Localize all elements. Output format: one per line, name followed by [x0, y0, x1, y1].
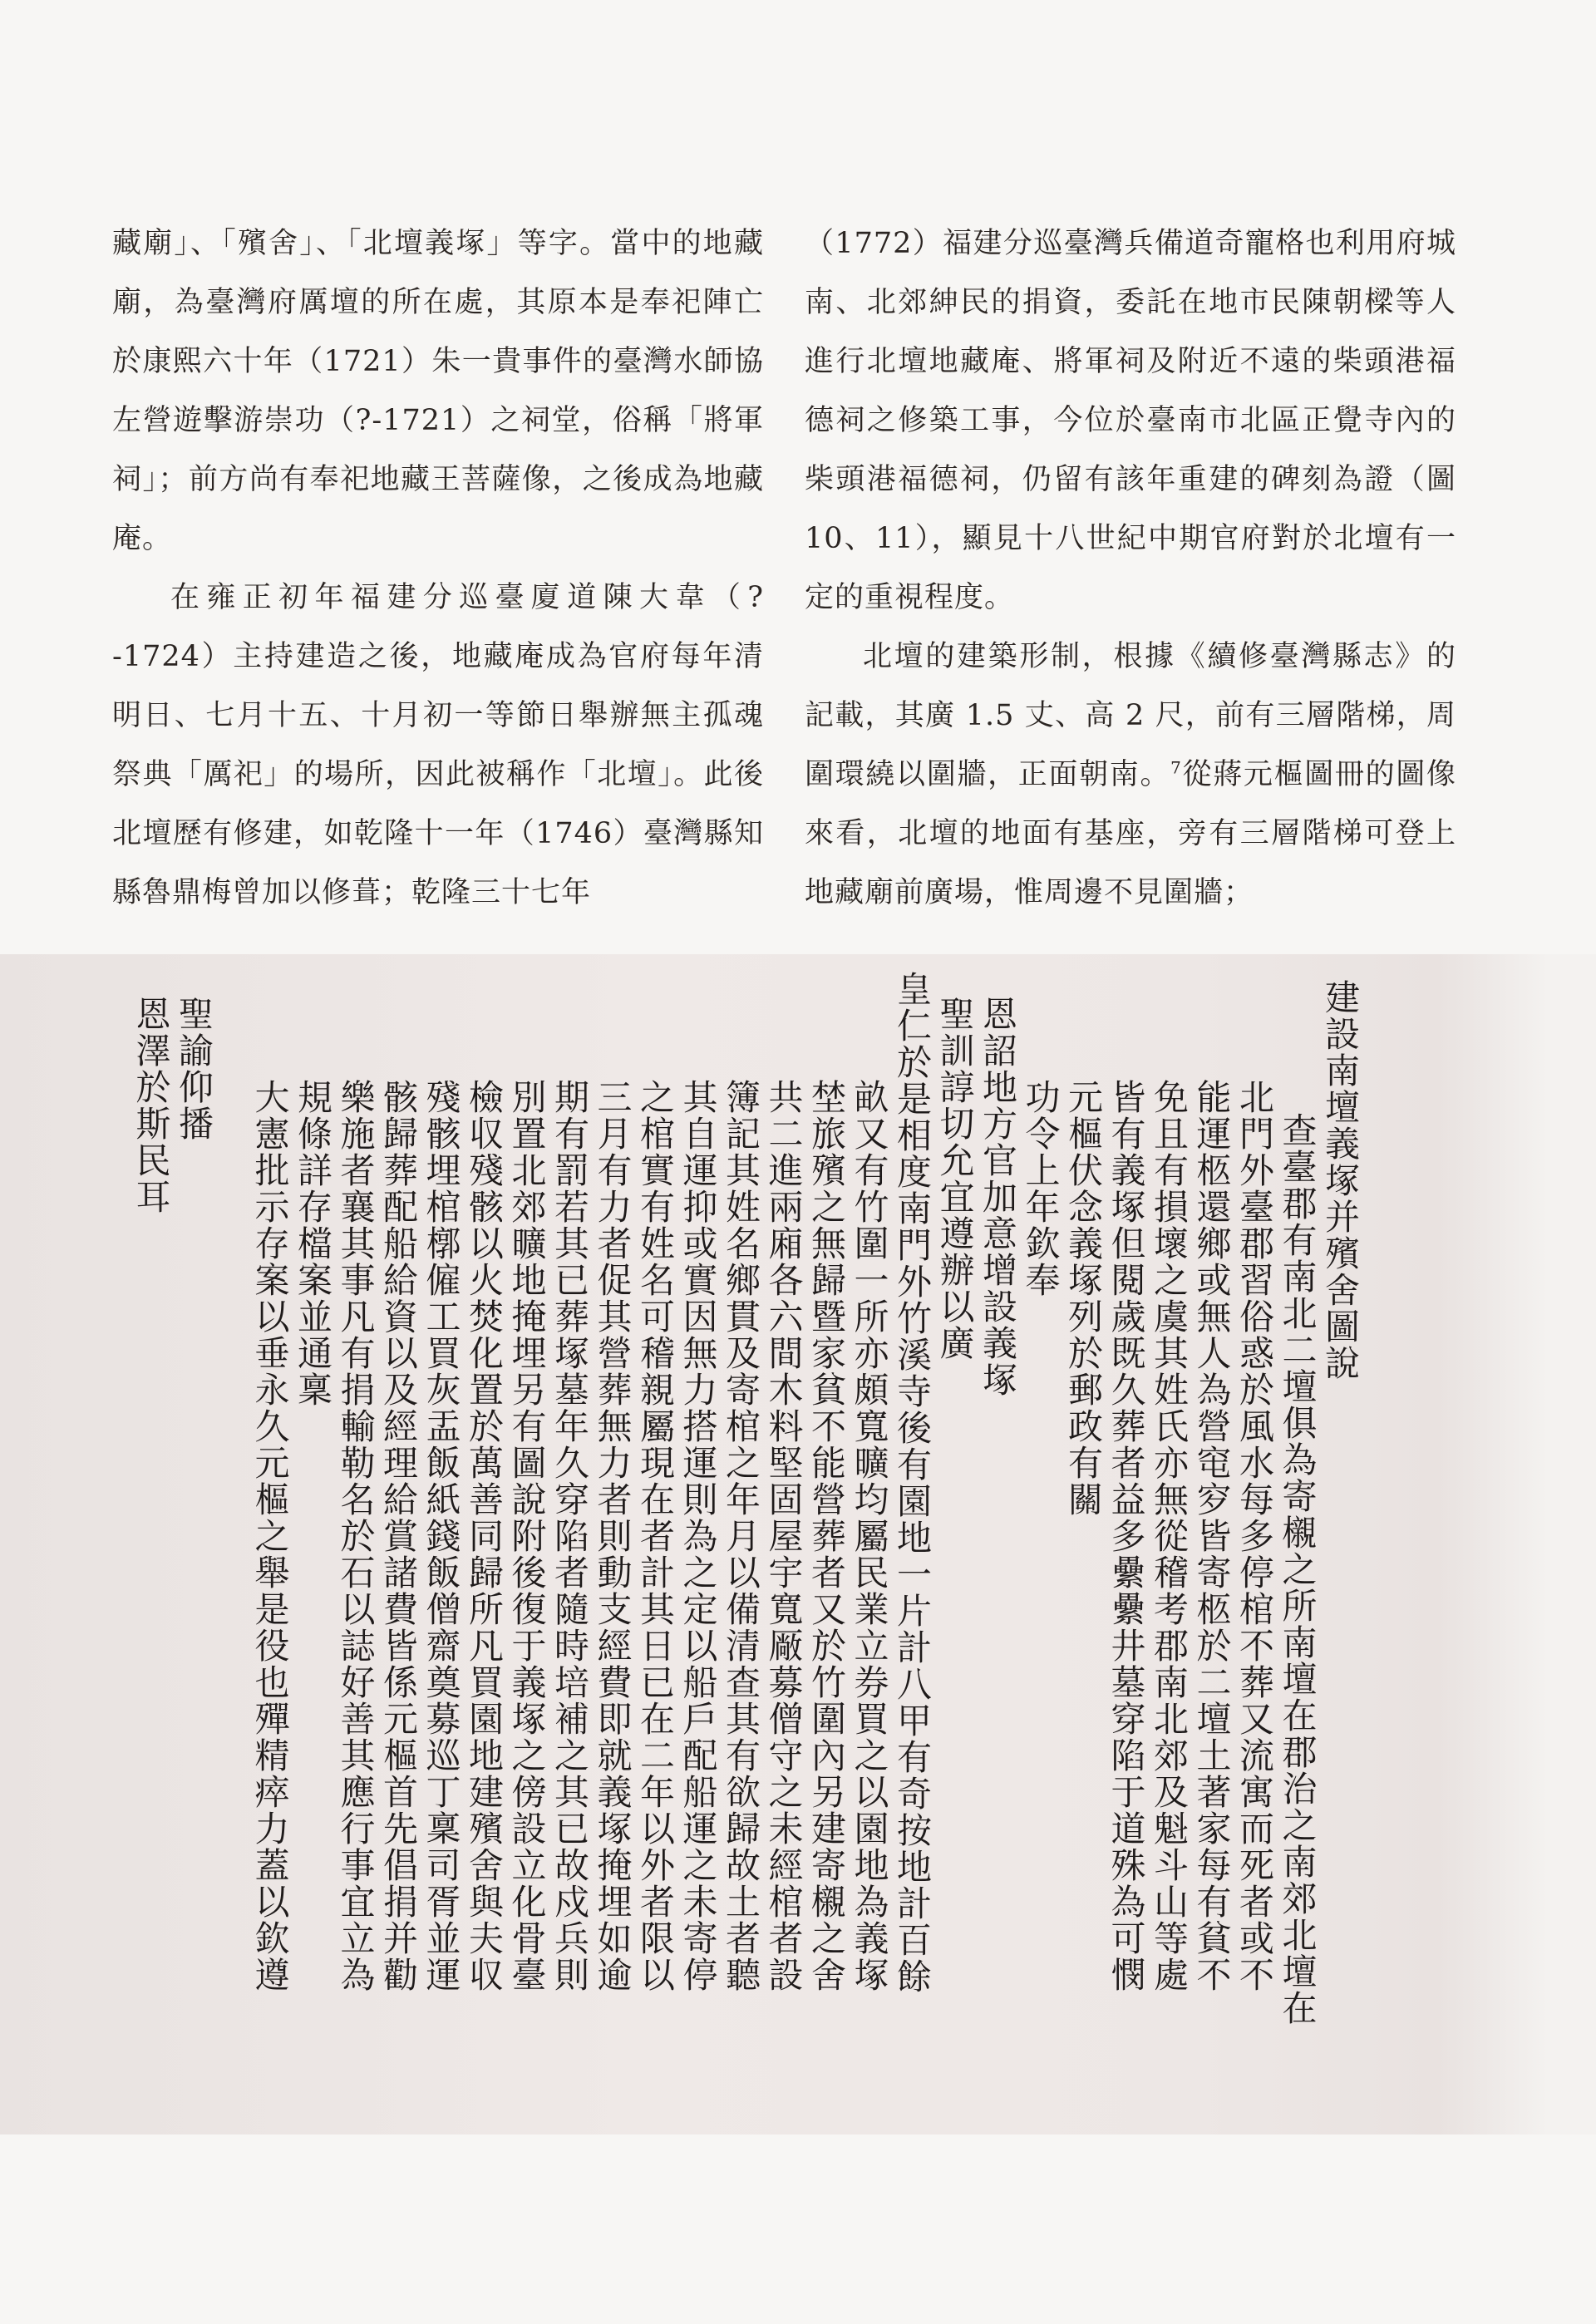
manuscript-column: 簿記其姓名鄉貫及寄棺之年月以備清查其有欲歸故土者聽 — [721, 1079, 761, 1993]
manuscript-column: 聖訓諄切允宜遵辦以廣 — [934, 996, 976, 1361]
manuscript-column: 規條詳存檔案並通稟 — [293, 1079, 333, 1408]
manuscript-column: 恩澤於斯民耳 — [131, 996, 172, 1215]
manuscript-column: 畝又有竹圍一所亦頗寬曠均屬民業立券買之以園地為義塚 — [849, 1079, 890, 1993]
manuscript-photo — [0, 954, 1596, 2134]
manuscript-column: 北門外臺郡習俗惑於風水每多停棺不葬又流寓而死者或不 — [1234, 1079, 1275, 1993]
footnote-marker: 7 — [1170, 757, 1182, 778]
manuscript-column: 皆有義塚但閱歲既久葬者益多纍纍井墓穿陷于道殊為可憫 — [1106, 1079, 1147, 1993]
left-paragraph-1: 藏廟」、「殯舍」、「北壇義塚」等字。當中的地藏廟，為臺灣府厲壇的所在處，其原本是奉祀陣亡於康熙六十年（1721）朱一貴事件的臺灣水師協左營遊擊游崇功（?-1721）之祠堂，俗稱「將軍祠」；前方尚有奉祀地藏王菩薩像，之後成為地藏庵。 — [112, 227, 764, 555]
manuscript-column: 免且有損壞之虞其姓氏亦無從稽考郡南北郊及魁斗山等處 — [1149, 1079, 1190, 1993]
manuscript-column: 期有罰若其已葬塚墓年久穿陷者隨時培補之其已故戍兵則 — [549, 1079, 590, 1993]
manuscript-column: 大憲批示存案以垂永久元樞之舉是役也殫精瘁力蓋以欽遵 — [249, 1079, 291, 1993]
manuscript-column: 三月有力者促其營葬無力者則動支經費即就義塚掩埋如逾 — [592, 1079, 633, 1993]
right-paragraph-2 — [805, 628, 1456, 923]
manuscript-column: 建設南壇義塚并殯舍圖說 — [1320, 979, 1361, 1381]
right-paragraph-2-main: 北壇的建築形制，根據《續修臺灣縣志》的記載，其廣 1.5 丈、高 2 尺，前有三層階梯，周圍環繞以圍牆，正面朝南。 — [805, 640, 1456, 791]
right-paragraph-2-tail: 從蔣元樞圖冊的圖像來看，北壇的地面有基座，旁有三層階梯可登上地藏廟前廣場，惟周邊不見圍牆； — [805, 758, 1456, 909]
manuscript-column: 聖諭仰播 — [174, 996, 214, 1142]
left-paragraph-2: 在雍正初年福建分巡臺廈道陳大韋（?-1724）主持建造之後，地藏庵成為官府每年清明日、七月十五、十月初一等節日舉辦無主孤魂祭典「厲祀」的場所，因此被稱作「北壇」。此後北壇歷有修建，如乾隆十一年（1746）臺灣縣知縣魯鼎梅曾加以修葺；乾隆三十七年 — [112, 581, 764, 909]
manuscript-column: 之棺實有姓名可稽親屬現在者計其日已在二年以外者限以 — [635, 1079, 676, 1993]
manuscript-column: 別置北郊曠地掩埋另有圖說附後復于義塚之傍設立化骨臺 — [506, 1079, 548, 1993]
left-text-column — [112, 214, 764, 923]
manuscript-column: 元樞伏念義塚列於郵政有關 — [1063, 1079, 1104, 1518]
manuscript-column: 埜旅殯之無歸暨家貧不能營葬者又於竹圍內另建寄櫬之舍 — [806, 1079, 847, 1993]
manuscript-column: 查臺郡有南北二壇俱為寄櫬之所南壇在郡治之南郊北壇在 — [1277, 1112, 1318, 2026]
manuscript-column: 骸歸葬配船給資以及經理給賞諸費皆係元樞首先倡捐并勸 — [378, 1079, 419, 1993]
right-text-column — [805, 214, 1456, 923]
manuscript-column: 功令上年欽奉 — [1020, 1079, 1062, 1298]
right-paragraph-1: （1772）福建分巡臺灣兵備道奇寵格也利用府城南、北郊紳民的捐資，委託在地市民陳朝樑等人進行北壇地藏庵、將軍祠及附近不遠的柴頭港福德祠之修築工事，今位於臺南市北區正覺寺內的柴頭港福德祠，仍留有該年重建的碑刻為證（圖 10、11），顯見十八世紀中期官府對於北壇有一定的重視程度。 — [805, 227, 1456, 614]
manuscript-column: 殘骸埋棺槨僱工買灰盂飯紙錢飯僧齋奠募巡丁稟司胥並運 — [421, 1079, 462, 1993]
manuscript-column: 能運柩還鄉或無人為營窀穸皆寄柩於二壇土著家每有貧不 — [1191, 1079, 1233, 1993]
manuscript-column: 恩詔地方官加意增設義塚 — [978, 996, 1018, 1398]
manuscript-column: 其自運抑或實因無力搭運則為之定以船戶配船運之未寄停 — [677, 1079, 719, 1993]
manuscript-column: 樂施者襄其事凡有捐輸勒名於石以誌好善其應行事宜立為 — [335, 1079, 377, 1993]
manuscript-column: 共二進兩廂各六間木料堅固屋宇寬厰募僧守之未經棺者設 — [763, 1079, 805, 1993]
manuscript-column: 皇仁於是相度南門外竹溪寺後有園地一片計八甲有奇按地計百餘 — [892, 971, 933, 1995]
manuscript-column: 檢収殘骸以火焚化置於萬善同歸所凡買園地建殯舍與夫収 — [464, 1079, 505, 1993]
